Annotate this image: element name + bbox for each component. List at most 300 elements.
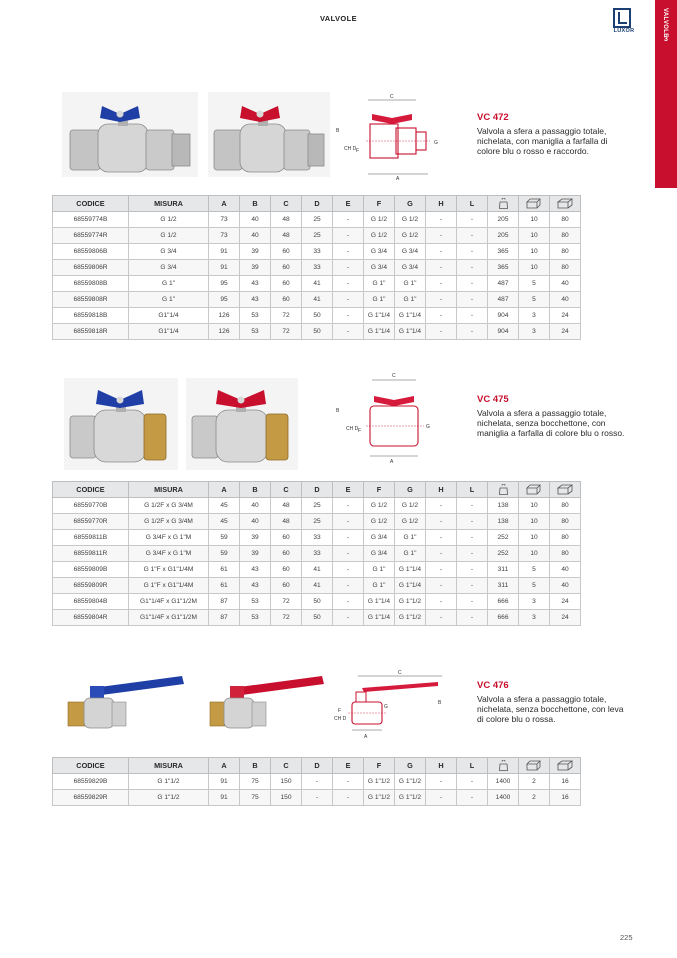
column-header-weight-icon <box>488 482 519 498</box>
table-cell: G 1"1/4 <box>364 594 395 610</box>
table-cell: G 1"1/2 <box>129 774 209 790</box>
dim-label-c: C <box>392 373 396 379</box>
table-row <box>53 578 581 594</box>
table-cell: 205 <box>488 212 519 228</box>
table-cell: 311 <box>488 578 519 594</box>
table-cell: 25 <box>302 228 333 244</box>
column-header: C <box>271 482 302 498</box>
table-cell: 3 <box>519 308 550 324</box>
table-cell: 68559806B <box>53 244 129 260</box>
table-cell: - <box>426 498 457 514</box>
table-cell: 43 <box>240 276 271 292</box>
table-cell: - <box>457 308 488 324</box>
table-cell: 48 <box>271 228 302 244</box>
table-cell: G 1"1/2 <box>395 790 426 806</box>
spec-table <box>52 195 581 340</box>
table-cell: 252 <box>488 546 519 562</box>
table-cell: - <box>457 292 488 308</box>
table-cell: 60 <box>271 260 302 276</box>
table-cell: G 3/4 <box>364 260 395 276</box>
column-header: MISURA <box>129 196 209 212</box>
table-cell: G 1" <box>364 292 395 308</box>
dim-label-f: F <box>338 708 342 714</box>
table-cell: 126 <box>209 324 240 340</box>
table-cell: - <box>457 324 488 340</box>
column-header: G <box>395 196 426 212</box>
table-cell: 33 <box>302 244 333 260</box>
table-cell: 87 <box>209 610 240 626</box>
table-cell: 60 <box>271 562 302 578</box>
product-photo-red <box>208 92 330 177</box>
dim-label-g: G <box>434 140 438 146</box>
dim-label-g: G <box>384 704 388 710</box>
table-cell: - <box>426 546 457 562</box>
table-row <box>53 324 581 340</box>
table-cell: - <box>333 244 364 260</box>
technical-drawing <box>330 370 442 466</box>
table-cell: 5 <box>519 292 550 308</box>
table-cell: G 1"1/2 <box>395 594 426 610</box>
table-cell: 91 <box>209 774 240 790</box>
table-cell: 68559770B <box>53 498 129 514</box>
table-cell: 61 <box>209 578 240 594</box>
table-cell: 365 <box>488 260 519 276</box>
table-cell: G 1" <box>395 292 426 308</box>
table-cell: - <box>333 260 364 276</box>
table-cell: 68559774B <box>53 212 129 228</box>
column-header: L <box>457 758 488 774</box>
table-cell: 666 <box>488 610 519 626</box>
table-cell: - <box>457 276 488 292</box>
column-header: E <box>333 482 364 498</box>
table-cell: G 1"F x G1"1/4M <box>129 578 209 594</box>
product-photo-blue <box>62 92 198 177</box>
table-cell: 80 <box>550 244 581 260</box>
column-header: B <box>240 196 271 212</box>
spec-table <box>52 757 581 806</box>
table-cell: 72 <box>271 610 302 626</box>
table-cell: G 1"1/4 <box>364 610 395 626</box>
table-cell: 91 <box>209 244 240 260</box>
table-cell: G 3/4 <box>364 244 395 260</box>
table-row <box>53 610 581 626</box>
table-cell: 39 <box>240 260 271 276</box>
table-cell: 24 <box>550 594 581 610</box>
table-cell: 48 <box>271 212 302 228</box>
column-header: L <box>457 482 488 498</box>
table-row <box>53 228 581 244</box>
table-cell: 33 <box>302 546 333 562</box>
table-cell: 53 <box>240 594 271 610</box>
table-cell: 25 <box>302 514 333 530</box>
dim-label-a: A <box>364 734 368 740</box>
table-cell: G 1"1/2 <box>364 774 395 790</box>
table-cell: 39 <box>240 530 271 546</box>
table-cell: 40 <box>550 562 581 578</box>
table-cell: - <box>333 514 364 530</box>
column-header-weight-icon <box>488 758 519 774</box>
table-cell: 40 <box>550 276 581 292</box>
table-cell: 3 <box>519 324 550 340</box>
table-cell: 33 <box>302 530 333 546</box>
table-cell: 80 <box>550 260 581 276</box>
column-header: D <box>302 482 333 498</box>
column-header: A <box>209 758 240 774</box>
table-cell: 73 <box>209 212 240 228</box>
weight-icon <box>499 198 508 209</box>
table-cell: 5 <box>519 276 550 292</box>
technical-drawing <box>334 668 454 742</box>
table-cell: G 1"F x G1"1/4M <box>129 562 209 578</box>
table-cell: 80 <box>550 530 581 546</box>
table-cell: G 1/2 <box>129 228 209 244</box>
table-cell: 41 <box>302 578 333 594</box>
table-cell: - <box>457 610 488 626</box>
table-cell: - <box>333 324 364 340</box>
table-cell: 68559804B <box>53 594 129 610</box>
table-row <box>53 530 581 546</box>
table-cell: 365 <box>488 244 519 260</box>
table-cell: G 1"1/4 <box>364 308 395 324</box>
table-cell: G 1/2 <box>364 514 395 530</box>
table-cell: 487 <box>488 276 519 292</box>
column-header: E <box>333 196 364 212</box>
column-header: B <box>240 758 271 774</box>
table-cell: 24 <box>550 324 581 340</box>
table-row <box>53 276 581 292</box>
table-cell: - <box>333 276 364 292</box>
table-cell: G 1/2 <box>395 514 426 530</box>
table-row <box>53 790 581 806</box>
table-cell: - <box>457 244 488 260</box>
table-cell: G 1" <box>395 276 426 292</box>
column-header: MISURA <box>129 758 209 774</box>
column-header: H <box>426 482 457 498</box>
table-cell: 10 <box>519 244 550 260</box>
column-header: B <box>240 482 271 498</box>
table-cell: 59 <box>209 546 240 562</box>
table-cell: 150 <box>271 774 302 790</box>
table-cell: 126 <box>209 308 240 324</box>
table-cell: 60 <box>271 276 302 292</box>
column-header: F <box>364 482 395 498</box>
product-photo-red <box>206 668 334 734</box>
table-cell: G 1" <box>364 562 395 578</box>
table-cell: 10 <box>519 514 550 530</box>
chapter-side-tab <box>655 0 677 188</box>
column-header: G <box>395 482 426 498</box>
table-cell: 1400 <box>488 774 519 790</box>
table-cell: 80 <box>550 546 581 562</box>
table-cell: 80 <box>550 514 581 530</box>
table-cell: 68559804R <box>53 610 129 626</box>
table-cell: 10 <box>519 260 550 276</box>
table-cell: G 1/2F x G 3/4M <box>129 514 209 530</box>
column-header: CODICE <box>53 482 129 498</box>
table-cell: 68559829B <box>53 774 129 790</box>
table-cell: - <box>333 292 364 308</box>
table-cell: 138 <box>488 498 519 514</box>
column-header: F <box>364 196 395 212</box>
table-cell: 41 <box>302 276 333 292</box>
table-cell: - <box>457 514 488 530</box>
weight-icon <box>499 760 508 771</box>
table-cell: - <box>333 498 364 514</box>
table-row <box>53 244 581 260</box>
table-row <box>53 308 581 324</box>
table-cell: 40 <box>240 498 271 514</box>
column-header-box-large-icon <box>550 482 581 498</box>
table-cell: 904 <box>488 324 519 340</box>
table-cell: 666 <box>488 594 519 610</box>
table-cell: 16 <box>550 774 581 790</box>
dim-label-f: F <box>358 428 362 434</box>
table-cell: 72 <box>271 324 302 340</box>
table-cell: 39 <box>240 546 271 562</box>
table-cell: 40 <box>240 212 271 228</box>
table-cell: 80 <box>550 498 581 514</box>
column-header-box-large-icon <box>550 758 581 774</box>
table-cell: 72 <box>271 308 302 324</box>
table-cell: - <box>457 774 488 790</box>
table-cell: 91 <box>209 790 240 806</box>
table-cell: - <box>457 790 488 806</box>
table-cell: - <box>457 228 488 244</box>
table-cell: 48 <box>271 514 302 530</box>
table-cell: G 1" <box>129 276 209 292</box>
table-cell: 252 <box>488 530 519 546</box>
table-cell: 68559811R <box>53 546 129 562</box>
table-cell: 43 <box>240 292 271 308</box>
product-description: Valvola a sfera a passaggio totale, nichelata, senza bocchettone, con leva di colore blu o rossa. <box>477 694 624 725</box>
side-tab-number: 3 <box>664 36 668 43</box>
box-large-icon <box>557 484 573 495</box>
column-header: C <box>271 196 302 212</box>
column-header: C <box>271 758 302 774</box>
table-cell: 59 <box>209 530 240 546</box>
table-cell: G1"1/4 <box>129 324 209 340</box>
table-cell: G 3/4 <box>395 244 426 260</box>
table-cell: - <box>333 594 364 610</box>
table-cell: G 1" <box>364 276 395 292</box>
table-row <box>53 292 581 308</box>
column-header-box-large-icon <box>550 196 581 212</box>
table-cell: G 1/2 <box>364 498 395 514</box>
table-cell: - <box>426 594 457 610</box>
table-cell: 68559829R <box>53 790 129 806</box>
table-cell: - <box>333 530 364 546</box>
table-cell: 33 <box>302 260 333 276</box>
table-cell: 150 <box>271 790 302 806</box>
table-cell: 68559770R <box>53 514 129 530</box>
technical-drawing <box>330 90 450 182</box>
table-cell: - <box>457 498 488 514</box>
table-cell: G 1/2 <box>129 212 209 228</box>
table-cell: 3 <box>519 594 550 610</box>
table-cell: G 1"1/4 <box>395 562 426 578</box>
product-photo-red <box>186 378 298 470</box>
logo-text: LUXOR <box>613 28 635 34</box>
table-cell: 53 <box>240 324 271 340</box>
table-cell: G 1"1/4 <box>395 308 426 324</box>
table-cell: 73 <box>209 228 240 244</box>
column-header: F <box>364 758 395 774</box>
dim-label-chd: CH D <box>344 146 357 152</box>
column-header: A <box>209 196 240 212</box>
table-cell: - <box>302 790 333 806</box>
box-small-icon <box>526 760 542 771</box>
column-header: MISURA <box>129 482 209 498</box>
table-header-row <box>53 482 581 498</box>
table-cell: - <box>426 578 457 594</box>
table-cell: 138 <box>488 514 519 530</box>
table-cell: - <box>457 578 488 594</box>
table-cell: 95 <box>209 276 240 292</box>
table-cell: - <box>333 562 364 578</box>
table-cell: 68559806R <box>53 260 129 276</box>
column-header: L <box>457 196 488 212</box>
table-cell: - <box>333 228 364 244</box>
table-cell: 68559774R <box>53 228 129 244</box>
dim-label-b: B <box>336 408 340 414</box>
column-header-box-small-icon <box>519 196 550 212</box>
table-cell: 904 <box>488 308 519 324</box>
table-cell: - <box>457 562 488 578</box>
product-code: VC 476 <box>477 680 509 691</box>
table-cell: G1"1/4F x G1"1/2M <box>129 610 209 626</box>
table-cell: - <box>426 514 457 530</box>
dim-label-a: A <box>390 459 394 465</box>
table-cell: - <box>333 546 364 562</box>
table-cell: G 3/4F x G 1"M <box>129 546 209 562</box>
table-cell: - <box>457 212 488 228</box>
table-cell: G 3/4 <box>364 546 395 562</box>
table-cell: G 1" <box>395 530 426 546</box>
table-cell: G 1" <box>395 546 426 562</box>
dim-label-chd: CH D <box>334 716 347 722</box>
column-header: E <box>333 758 364 774</box>
table-cell: 91 <box>209 260 240 276</box>
table-cell: - <box>426 308 457 324</box>
table-row <box>53 260 581 276</box>
table-row <box>53 498 581 514</box>
table-cell: - <box>426 774 457 790</box>
table-cell: G 1/2 <box>395 498 426 514</box>
table-cell: 48 <box>271 498 302 514</box>
column-header: G <box>395 758 426 774</box>
table-cell: G 1/2 <box>364 212 395 228</box>
table-cell: G 1/2F x G 3/4M <box>129 498 209 514</box>
table-cell: 205 <box>488 228 519 244</box>
table-cell: 43 <box>240 578 271 594</box>
table-cell: 40 <box>550 578 581 594</box>
table-row <box>53 774 581 790</box>
table-cell: 80 <box>550 228 581 244</box>
table-cell: 10 <box>519 546 550 562</box>
table-cell: G 3/4 <box>364 530 395 546</box>
table-cell: 311 <box>488 562 519 578</box>
table-cell: 50 <box>302 324 333 340</box>
table-cell: 50 <box>302 594 333 610</box>
table-cell: G 1/2 <box>395 212 426 228</box>
table-cell: G 3/4 <box>129 244 209 260</box>
table-cell: 68559811B <box>53 530 129 546</box>
table-cell: 5 <box>519 578 550 594</box>
table-cell: 75 <box>240 774 271 790</box>
table-cell: G 1/2 <box>395 228 426 244</box>
table-cell: - <box>333 610 364 626</box>
side-tab-label: VALVOLE <box>662 8 668 38</box>
product-photo-blue <box>64 378 178 470</box>
table-cell: 80 <box>550 212 581 228</box>
table-cell: - <box>426 324 457 340</box>
table-cell: G 1"1/2 <box>364 790 395 806</box>
table-cell: 25 <box>302 498 333 514</box>
table-cell: 5 <box>519 562 550 578</box>
table-cell: 2 <box>519 774 550 790</box>
table-cell: - <box>457 530 488 546</box>
table-cell: G1"1/4 <box>129 308 209 324</box>
table-cell: 50 <box>302 610 333 626</box>
table-cell: - <box>333 774 364 790</box>
dim-label-b: B <box>438 700 442 706</box>
column-header-weight-icon <box>488 196 519 212</box>
table-cell: 40 <box>240 514 271 530</box>
table-cell: 72 <box>271 594 302 610</box>
table-header-row <box>53 196 581 212</box>
table-row <box>53 514 581 530</box>
table-cell: 1400 <box>488 790 519 806</box>
table-cell: 60 <box>271 292 302 308</box>
table-cell: - <box>426 260 457 276</box>
page-number: 225 <box>620 933 633 942</box>
dim-label-a: A <box>396 176 400 182</box>
table-cell: - <box>426 610 457 626</box>
dim-label-c: C <box>390 94 394 100</box>
table-cell: G 3/4 <box>129 260 209 276</box>
table-cell: 68559818B <box>53 308 129 324</box>
column-header-box-small-icon <box>519 758 550 774</box>
weight-icon <box>499 484 508 495</box>
table-cell: - <box>426 244 457 260</box>
table-cell: - <box>426 292 457 308</box>
table-row <box>53 546 581 562</box>
table-cell: - <box>426 562 457 578</box>
table-cell: - <box>426 790 457 806</box>
table-cell: 10 <box>519 228 550 244</box>
table-cell: 10 <box>519 212 550 228</box>
table-cell: 45 <box>209 514 240 530</box>
table-cell: 16 <box>550 790 581 806</box>
product-description: Valvola a sfera a passaggio totale, nichelata, con maniglia a farfalla di colore blu o rosso e raccordo. <box>477 126 608 157</box>
column-header: H <box>426 758 457 774</box>
table-cell: - <box>333 212 364 228</box>
table-cell: 41 <box>302 292 333 308</box>
dim-label-g: G <box>426 424 430 430</box>
table-cell: G 1" <box>364 578 395 594</box>
column-header: D <box>302 196 333 212</box>
dim-label-c: C <box>398 670 402 676</box>
table-cell: G 1" <box>129 292 209 308</box>
table-cell: 10 <box>519 498 550 514</box>
table-cell: - <box>457 594 488 610</box>
table-cell: 60 <box>271 530 302 546</box>
product-code: VC 472 <box>477 112 509 123</box>
table-cell: 53 <box>240 610 271 626</box>
table-cell: 43 <box>240 562 271 578</box>
product-code: VC 475 <box>477 394 509 405</box>
table-cell: 68559808B <box>53 276 129 292</box>
